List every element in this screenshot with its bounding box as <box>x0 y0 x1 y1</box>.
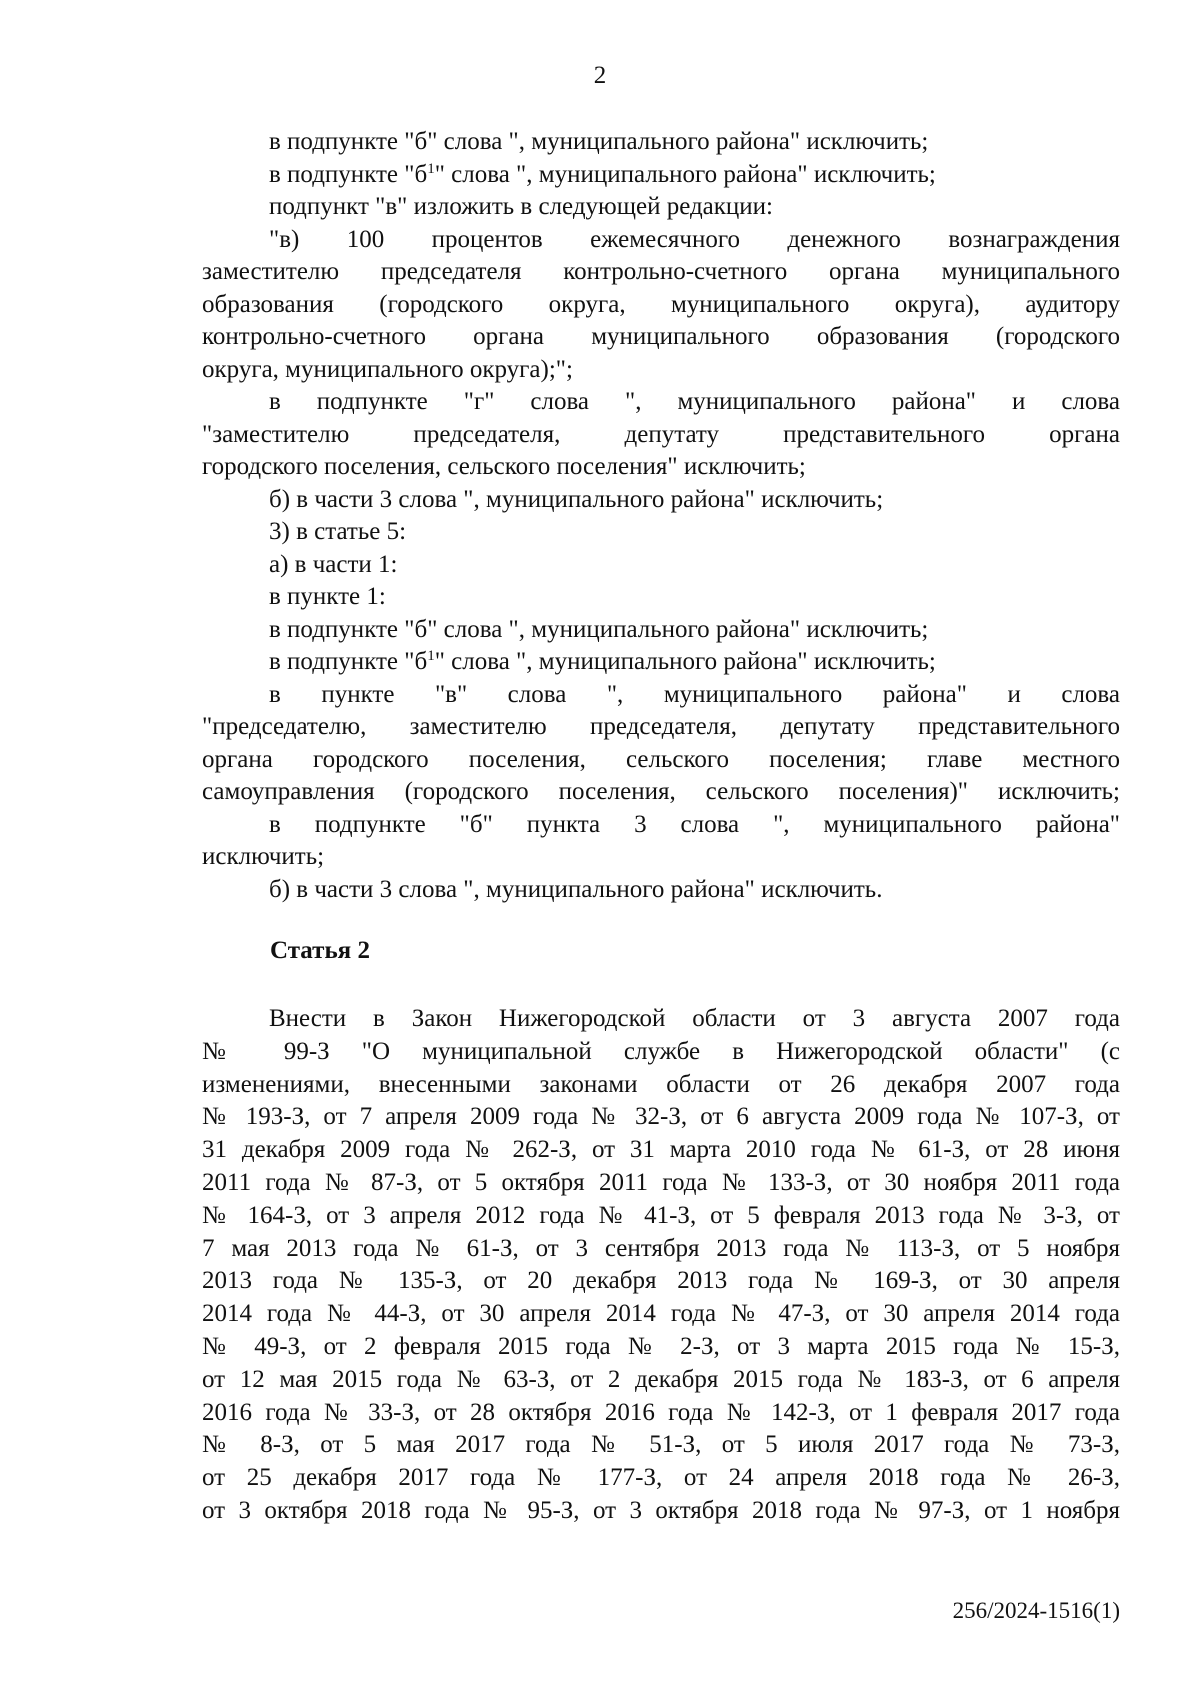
text-line: № 99-З "О муниципальной службе в Нижегородской области" (с <box>202 1037 1120 1065</box>
superscript: 1 <box>427 160 435 177</box>
text-line: № 8-З, от 5 мая 2017 года № 51-З, от 5 июля 2017 года № 73-З, <box>202 1431 1120 1459</box>
text-line: заместителю председателя контрольно-счетного органа муниципального <box>202 258 1120 285</box>
article-2-text <box>202 1003 1120 1528</box>
text-line: 2016 года № 33-З, от 28 октября 2016 года № 142-З, от 1 февраля 2017 года <box>202 1398 1120 1426</box>
text-line: в пункте "в" слова ", муниципального района" и слова <box>269 680 1120 708</box>
text-line: "в) 100 процентов ежемесячного денежного вознаграждения <box>269 225 1120 253</box>
text-line: б) в части 3 слова ", муниципального района" исключить; <box>269 485 884 513</box>
text-line: а) в части 1: <box>269 550 398 578</box>
text-line: самоуправления (городского поселения, сельского поселения)" исключить; <box>202 778 1120 805</box>
document-number: 256/2024-1516(1) <box>952 1598 1120 1623</box>
text-line: изменениями, внесенными законами области от 26 декабря 2007 года <box>202 1070 1120 1098</box>
text-line: "заместителю председателя, депутату представительного органа <box>202 420 1120 448</box>
text-line: № 164-З, от 3 апреля 2012 года № 41-З, от 5 февраля 2013 года № 3-З, от <box>202 1201 1120 1229</box>
page-number: 2 <box>593 62 607 89</box>
text-line: № 49-З, от 2 февраля 2015 года № 2-З, от 3 марта 2015 года № 15-З, <box>202 1332 1120 1360</box>
text-line: в подпункте "г" слова ", муниципального района" и слова <box>269 388 1120 415</box>
text-line: округа, муниципального округа);"; <box>202 355 573 383</box>
text-line: подпункт "в" изложить в следующей редакции: <box>269 193 774 220</box>
text-line: "председателю, заместителю председателя, депутату представительного <box>202 713 1120 740</box>
text-line: исключить; <box>202 843 325 870</box>
text-line: контрольно-счетного органа муниципального образования (городского <box>202 323 1120 350</box>
text-line: № 193-З, от 7 апреля 2009 года № 32-З, от 6 августа 2009 года № 107-З, от <box>202 1103 1120 1131</box>
text-line: городского поселения, сельского поселения" исключить; <box>202 453 806 480</box>
text-line: 7 мая 2013 года № 61-З, от 3 сентября 2013 года № 113-З, от 5 ноября <box>202 1234 1120 1262</box>
text-line: б) в части 3 слова ", муниципального района" исключить. <box>269 875 883 903</box>
text-segment: " слова ", муниципального района" исключить; <box>434 648 936 675</box>
text-line <box>202 159 1120 192</box>
text-line: от 3 октября 2018 года № 95-З, от 3 октября 2018 года № 97-З, от 1 ноября <box>202 1496 1120 1524</box>
text-line: 2014 года № 44-З, от 30 апреля 2014 года № 47-З, от 30 апреля 2014 года <box>202 1300 1120 1328</box>
text-segment: " слова ", муниципального района" исключить; <box>434 160 936 188</box>
body-text <box>202 126 1120 906</box>
text-line: в пункте 1: <box>269 583 386 610</box>
text-segment: в подпункте "б <box>269 160 428 188</box>
text-line: в подпункте "б" слова ", муниципального района" исключить; <box>269 615 929 643</box>
text-line: 2013 года № 135-З, от 20 декабря 2013 года № 169-З, от 30 апреля <box>202 1267 1120 1295</box>
text-line: от 12 мая 2015 года № 63-З, от 2 декабря 2015 года № 183-З, от 6 апреля <box>202 1365 1120 1393</box>
text-segment: в подпункте "б <box>269 648 428 675</box>
text-line: 3) в статье 5: <box>269 518 407 545</box>
text-line: Внести в Закон Нижегородской области от 3 августа 2007 года <box>269 1005 1120 1032</box>
text-line: 2011 года № 87-З, от 5 октября 2011 года № 133-З, от 30 ноября 2011 года <box>202 1168 1120 1196</box>
superscript: 1 <box>427 648 435 664</box>
text-line: образования (городского округа, муниципального округа), аудитору <box>202 290 1120 318</box>
text-line: органа городского поселения, сельского поселения; главе местного <box>202 745 1120 773</box>
text-line: от 25 декабря 2017 года № 177-З, от 24 апреля 2018 года № 26-З, <box>202 1464 1120 1492</box>
article-heading: Статья 2 <box>270 937 370 964</box>
text-line: в подпункте "б" слова ", муниципального района" исключить; <box>269 128 929 155</box>
text-line <box>202 646 1120 679</box>
text-line: 31 декабря 2009 года № 262-З, от 31 марта 2010 года № 61-З, от 28 июня <box>202 1136 1120 1164</box>
text-line: в подпункте "б" пункта 3 слова ", муниципального района" <box>269 810 1120 838</box>
